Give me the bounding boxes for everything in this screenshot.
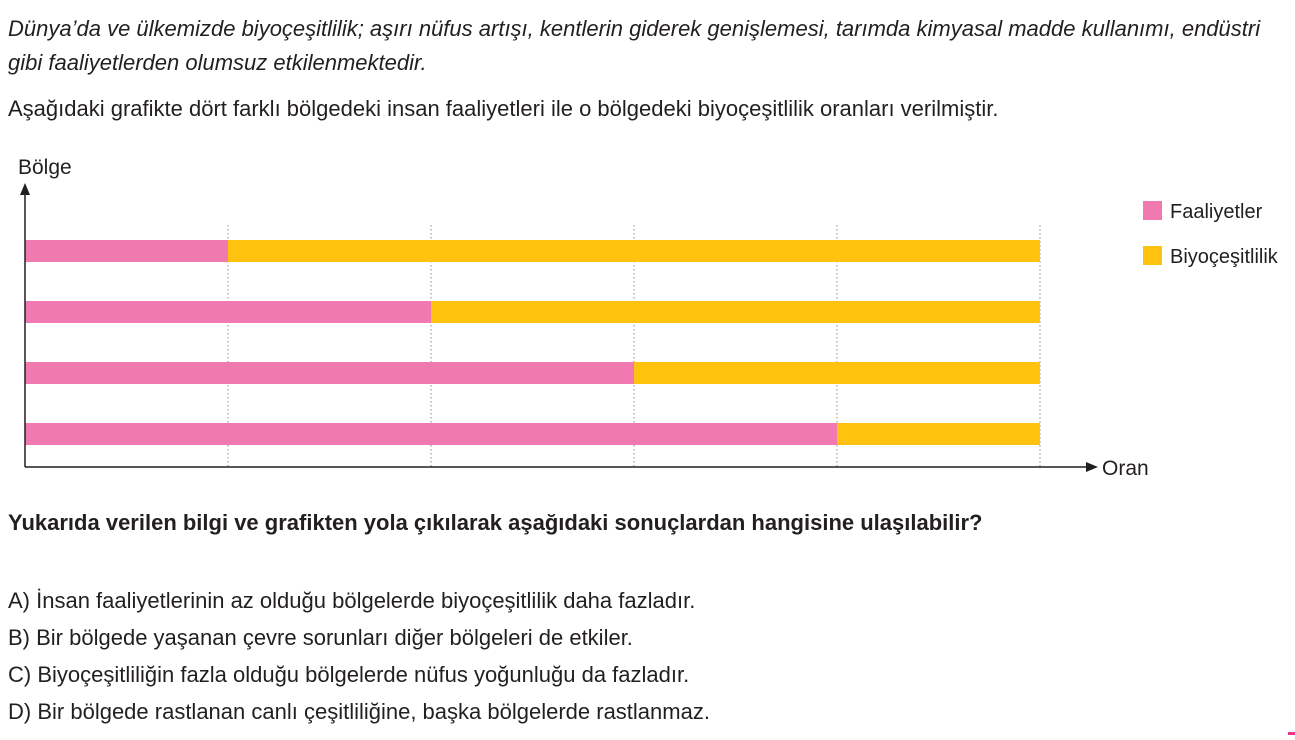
intro-text: Dünya’da ve ülkemizde biyoçeşitlilik; aşırı nüfus artışı, kentlerin giderek genişlemesi, tarımda kimyasal madde kullanımı, endüstri gibi faaliyetlerden olumsuz etkilenmektedir. bbox=[8, 16, 1261, 75]
option-c[interactable] bbox=[8, 656, 710, 693]
lead-text: Aşağıdaki grafikte dört farklı bölgedeki insan faaliyetleri ile o bölgedeki biyoçeşitlilik oranları verilmiştir. bbox=[8, 96, 999, 121]
bar-biyocesitlilik-4 bbox=[837, 423, 1040, 445]
option-letter: D) bbox=[8, 699, 32, 724]
y-axis-label: Bölge bbox=[18, 156, 72, 179]
bar-biyocesitlilik-1 bbox=[228, 240, 1040, 262]
option-text: Bir bölgede yaşanan çevre sorunları diğer bölgeleri de etkiler. bbox=[36, 625, 633, 650]
option-text: Bir bölgede rastlanan canlı çeşitliliğine, başka bölgelerde rastlanmaz. bbox=[37, 699, 710, 724]
option-letter: B) bbox=[8, 625, 30, 650]
question-text: Yukarıda verilen bilgi ve grafikten yola çıkılarak aşağıdaki sonuçlardan hangisine ulaşılabilir? bbox=[8, 510, 983, 535]
option-b[interactable] bbox=[8, 619, 710, 656]
y-axis-arrow bbox=[20, 183, 30, 195]
corner-mark bbox=[1288, 732, 1295, 735]
bars bbox=[25, 240, 1040, 445]
option-a[interactable] bbox=[8, 582, 710, 619]
bar-faaliyetler-1 bbox=[25, 240, 228, 262]
legend-label: Faaliyetler bbox=[1170, 201, 1263, 223]
x-axis-arrow bbox=[1086, 462, 1098, 472]
legend-swatch bbox=[1143, 246, 1162, 265]
bar-faaliyetler-4 bbox=[25, 423, 837, 445]
option-d[interactable] bbox=[8, 693, 710, 730]
answer-options bbox=[8, 582, 710, 730]
bar-faaliyetler-3 bbox=[25, 362, 634, 384]
option-letter: C) bbox=[8, 662, 32, 687]
option-text: Biyoçeşitliliğin fazla olduğu bölgelerde nüfus yoğunluğu da fazladır. bbox=[37, 662, 690, 687]
bar-biyocesitlilik-3 bbox=[634, 362, 1040, 384]
bar-faaliyetler-2 bbox=[25, 301, 431, 323]
x-axis-label: Oran bbox=[1102, 457, 1149, 480]
option-letter: A) bbox=[8, 588, 30, 613]
option-text: İnsan faaliyetlerinin az olduğu bölgelerde biyoçeşitlilik daha fazladır. bbox=[36, 588, 696, 613]
legend-swatch bbox=[1143, 201, 1162, 220]
activity-biodiversity-chart bbox=[0, 145, 1295, 490]
bar-biyocesitlilik-2 bbox=[431, 301, 1040, 323]
legend-label: Biyoçeşitlilik bbox=[1170, 246, 1278, 268]
legend bbox=[1143, 201, 1279, 268]
